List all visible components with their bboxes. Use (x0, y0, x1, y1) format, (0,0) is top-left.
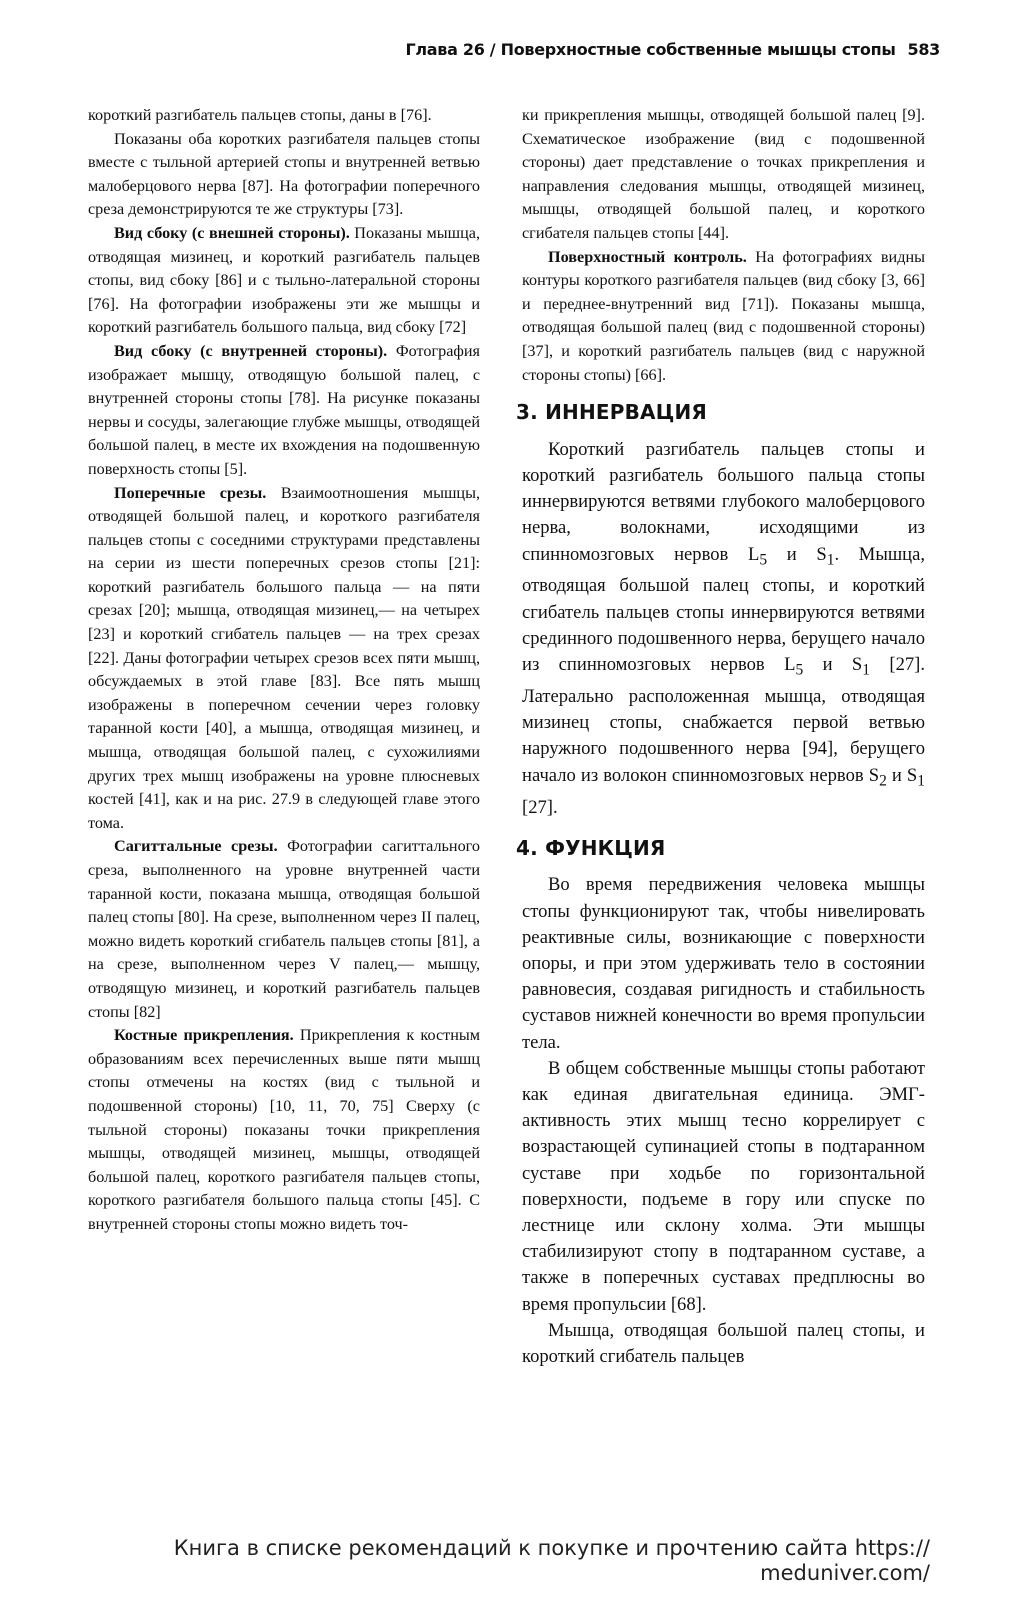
text-run: и S (803, 654, 863, 676)
subscript: 1 (862, 661, 870, 679)
run-in-heading: Вид сбоку (с внутренней стороны). (114, 341, 388, 360)
site-footer-note (160, 1536, 930, 1586)
run-in-heading: Вид сбоку (с внешней стороны). (114, 223, 350, 242)
paragraph-text: На фотографиях видны контуры короткого разгибателя пальцев (вид сбоку [3, 66] и переднее-внутренний вид [71]). Показаны мышца, отводящая большой палец (вид с подошвенной стороны) [37], и короткий разгибатель пальцев (вид с наружной стороны стопы) [66]. (522, 247, 925, 384)
right-column (516, 104, 926, 1370)
paragraph: Мышца, отводящая большой палец стопы, и короткий сгибатель пальцев (522, 1319, 925, 1367)
paragraph-text: Взаимоотношения мышцы, отводящей большой палец, и короткого разгибателя пальцев стопы с соседними структурами представлены на серии из шести поперечных срезов стопы [21]: короткий разгибатель большого пальца — на пяти срезах [20]; мышца, отводящая мизинец,— на четырех [23] и короткий сгибатель пальцев — на трех срезах [22]. Даны фотографии четырех срезов всех пяти мышц, обсуждаемых в этой главе [83]. Все пять мышц изображены в поперечном сечении через головку таранной кости [40], а мышца, отводящая мизинец, и мышца, отводящая большой палец, с сухожилиями других трех мышц изображены на уровне плюсневых костей [41], как и на рис. 27.9 в следующей главе этого тома. (88, 483, 480, 832)
paragraph-text: Фотография изображает мышцу, отводящую большой палец, с внутренней стороны стопы [78]. На рисунке показаны нервы и сосуды, залегающие глубже мышцы, отводящей большой палец, в месте их вхождения на подошвенную поверхность стопы [5]. (88, 341, 480, 478)
text-run: и S (767, 543, 827, 565)
paragraph-text: Показаны мышца, отводящая мизинец, и короткий разгибатель пальцев стопы, вид сбоку [86] и с тыльно-латеральной стороны [76]. На фотографии изображены эти же мышцы и короткий разгибатель большого пальца, вид сбоку [72] (88, 223, 480, 337)
paragraph: ки прикрепления мышцы, отводящей большой палец [9]. Схематическое изображение (вид с подошвенной стороны) дает представление о точках прикрепления и направления следования мышцы, отводящей мизинец, мышцы, отводящей большой палец, и короткого сгибателя пальцев стопы [44]. (522, 106, 925, 242)
paragraph (88, 1024, 480, 1236)
run-in-heading: Поперечные срезы. (114, 483, 267, 502)
paragraph (88, 222, 480, 340)
page-number: 583 (907, 40, 940, 59)
chapter-title: Глава 26 / Поверхностные собственные мышцы стопы (405, 40, 896, 59)
text-run: и S (886, 764, 918, 786)
subscript: 1 (826, 551, 835, 569)
paragraph (88, 835, 480, 1024)
text-run: [27]. (522, 796, 558, 818)
subscript: 5 (795, 661, 804, 679)
run-in-heading: Сагиттальные срезы. (114, 837, 278, 856)
paragraph: Показаны оба коротких разгибателя пальцев стопы вместе с тыльной артерией стопы и внутренней ветвью малоберцового нерва [87]. На фотографии поперечного среза демонстрируются те же структуры [73]. (88, 129, 480, 219)
running-header (405, 40, 940, 59)
paragraph: Во время передвижения человека мышцы стопы функционируют так, чтобы нивелировать реактивные силы, возникающие с поверхности опоры, и при этом удерживать тело в состоянии равновесия, создавая ригидность и стабильность суставов нижней конечности во время пропульсии тела. (522, 874, 925, 1053)
paragraph-text: Прикрепления к костным образованиям всех перечисленных выше пяти мышц стопы отмечены на костях (вид с тыльной и подошвенной стороны) [10, 11, 70, 75] Сверху (с тыльной стороны) показаны точки прикрепления мышцы, отводящей мизинец, мышцы, отводящей большой палец, короткого разгибателя пальцев стопы, короткого разгибателя большого пальца стопы [45]. С внутренней стороны стопы можно видеть точ- (88, 1026, 480, 1233)
text-run: Короткий разгибатель пальцев стопы и короткий разгибатель большого пальца стопы иннервируются ветвями глубокого малоберцового нерва, волокнами, исходящими из спинномозговых нервов L (522, 438, 925, 565)
subscript: 5 (759, 551, 768, 569)
text-run: . Мышца, отводящая большой палец стопы, и короткий сгибатель пальцев стопы иннервируются ветвями срединного подошвенного нерва, берущего начало из спинномозговых нервов L (522, 543, 925, 676)
subscript: 1 (917, 772, 925, 790)
section-heading: 4. ФУНКЦИЯ (516, 835, 666, 860)
footer-link[interactable]: meduniver.com/ (760, 1561, 930, 1585)
subscript: 2 (879, 772, 887, 790)
section-innervation (516, 400, 926, 1370)
left-column (88, 104, 480, 1237)
text-run: [27]. Латерально расположенная мышца, отводящая мизинец стопы, снабжается первой ветвью наружного подошвенного нерва [94], берущего начало из волокон спинномозговых нервов S (522, 654, 926, 786)
paragraph (88, 482, 480, 836)
run-in-heading: Костные прикрепления. (114, 1026, 294, 1045)
paragraph (522, 437, 925, 821)
footer-line: Книга в списке рекомендаций к покупке и прочтению сайта https:// (173, 1536, 930, 1560)
paragraph: В общем собственные мышцы стопы работают как единая двигательная единица. ЭМГ-активность этих мышц тесно коррелирует с возрастающей супинацией стопы в подтаранном суставе при ходьбе по горизонтальной поверхности, подъеме в гору или спуске по лестнице или склону холма. Эти мышцы стабилизируют стопу в подтаранном суставе, а также в поперечных суставах предплюсны во время пропульсии [68]. (522, 1057, 925, 1315)
paragraph-text: Фотографии сагиттального среза, выполненного на уровне внутренней части таранной кости, показана мышца, отводящая большой палец стопы [80]. На срезе, выполненном через II палец, можно видеть короткий сгибатель пальцев стопы [81], а на срезе, выполненном через V палец,— мышцу, отводящую мизинец, и короткий разгибатель пальцев стопы [82] (88, 837, 480, 1021)
section-heading: 3. ИННЕРВАЦИЯ (516, 400, 708, 425)
paragraph (522, 246, 925, 388)
paragraph: короткий разгибатель пальцев стопы, даны в [76]. (88, 106, 432, 124)
paragraph (88, 340, 480, 482)
run-in-heading: Поверхностный контроль. (548, 247, 747, 266)
